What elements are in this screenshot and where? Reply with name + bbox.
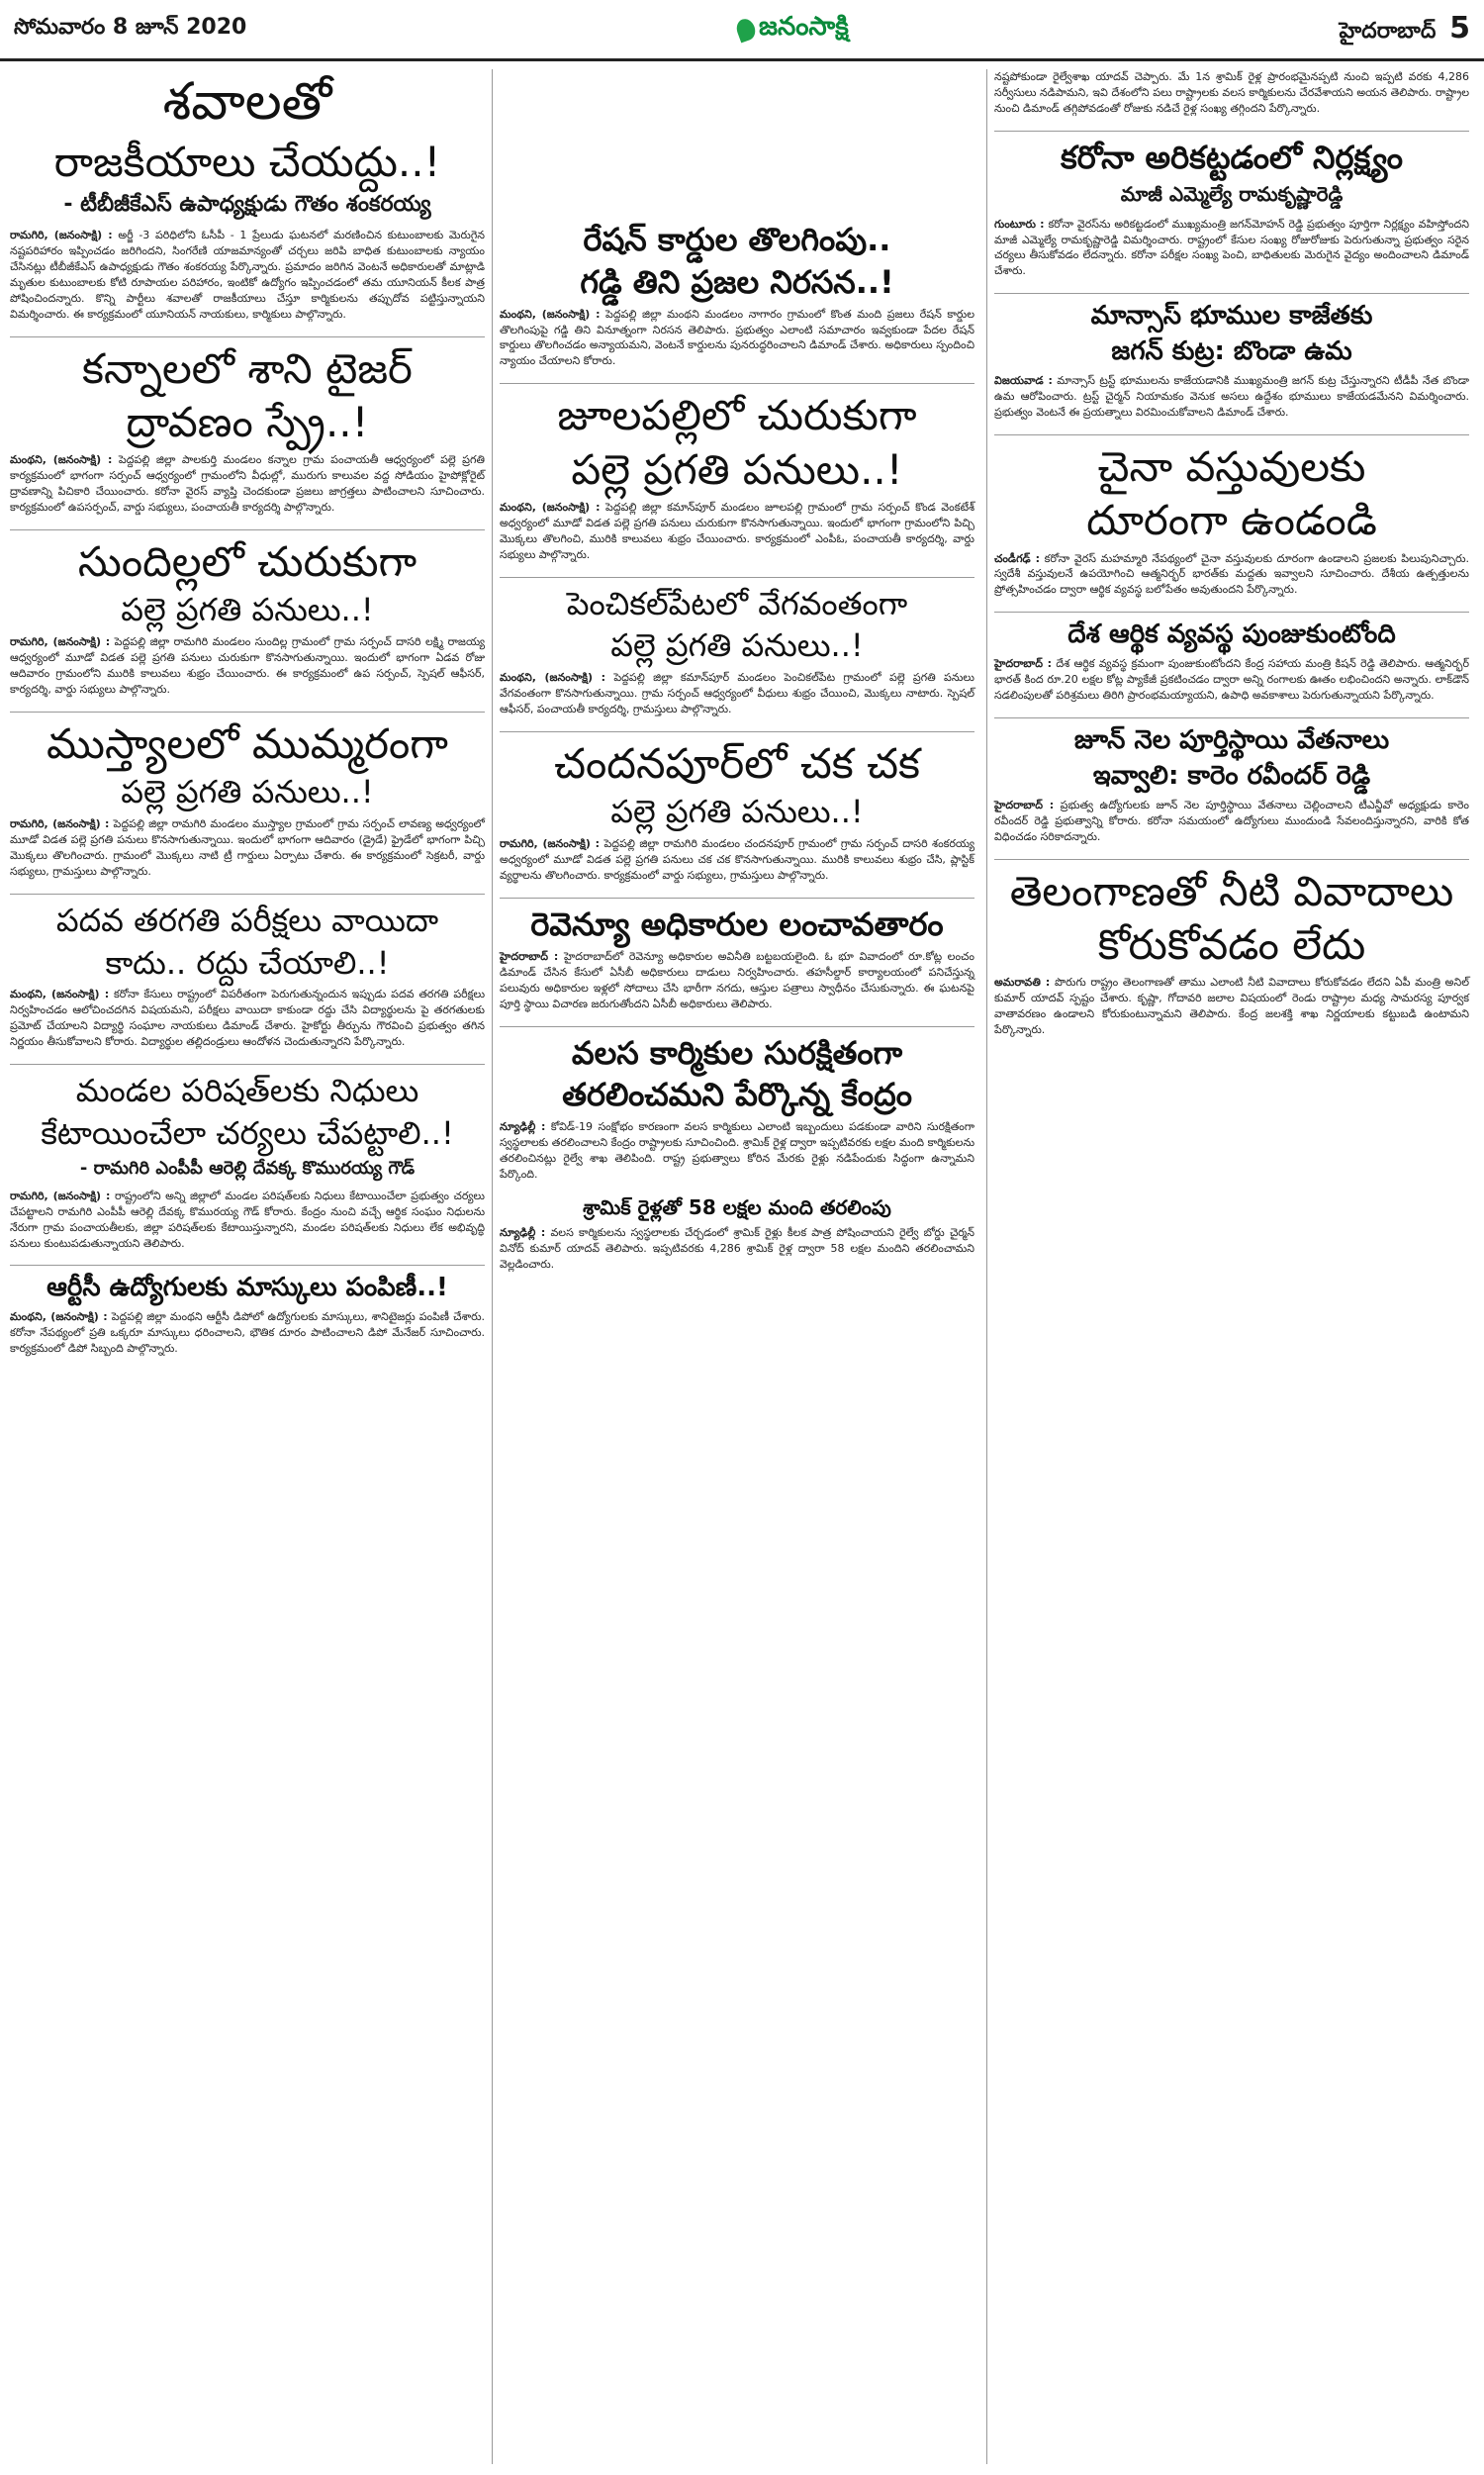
article-subhead: - టీబీజీకేఎస్ ఉపాధ్యక్షుడు గౌతం శంకరయ్య <box>63 192 431 218</box>
article[interactable] <box>500 392 974 562</box>
article-divider <box>994 293 1469 294</box>
edition-info <box>1339 11 1470 48</box>
dateline: మంథని, (జనంసాక్షి) : <box>10 1310 108 1324</box>
dateline: అమరావతి : <box>994 976 1051 990</box>
newspaper-logo[interactable] <box>737 12 849 48</box>
article[interactable] <box>10 538 485 698</box>
article-body <box>10 816 485 880</box>
dateline: హైదరాబాద్ : <box>994 657 1053 671</box>
dateline: హైదరాబాద్ : <box>994 798 1055 811</box>
issue-date: సోమవారం 8 జూన్ 2020 <box>14 14 247 40</box>
article-divider <box>500 898 974 899</box>
dateline: రామగిరి, (జనంసాక్షి) : <box>10 635 111 649</box>
headline-line: గడ్డి తిని ప్రజల నిరసన..! <box>580 262 894 301</box>
headline-line: పదవ తరగతి పరీక్షలు వాయిదా <box>55 901 439 939</box>
article-body <box>994 373 1469 421</box>
article-divider <box>500 577 974 578</box>
article-text: కోవిడ్-19 సంక్షోభం కారణంగా వలస కార్మికులు ఎలాంటి ఇబ్బందులు పడకుండా వారిని సురక్షితంగా స్వస్థలాలకు తరలించాలని కేంద్రం రాష్ట్రాలకు సూచించింది. శ్రామిక్ రైళ్ల ద్వారా ఇప్పటివరకు లక్షల మంది కార్మికులను తరలించినట్లు రైల్వే శాఖ తెలిపింది. రాష్ట్ర ప్రభుత్వాలు కోరిన మేరకు రైళ్లు నడిపేందుకు సిద్ధంగా ఉన్నామని పేర్కొంది. <box>500 1120 974 1181</box>
article-text: కరోనా కేసులు రాష్ట్రంలో విపరీతంగా పెరుగుతున్నందున ఇప్పుడు పదవ తరగతి పరీక్షలు నిర్వహించడం ఆలోచించదగిన విషయమని, పరీక్షలు వాయిదా కాకుండా రద్దు చేసి విద్యార్థులను పై తరగతులకు ప్రమోట్ చేయాలని విద్యార్థి సంఘాల నాయకులు డిమాండ్ చేశారు. హైకోర్టు తీర్పును గౌరవించి ప్రభుత్వం తగిన నిర్ణయం తీసుకోవాలని కోరారు. విద్యార్థుల తల్లిదండ్రులు ఆందోళన చెందుతున్నారని పేర్కొన్నారు. <box>10 988 486 1049</box>
article-subhead: - రామగిరి ఎంపీపీ ఆరెల్లి దేవక్క కొమురయ్య గౌడ్ <box>79 1157 416 1179</box>
headline-line: కేటాయించేలా చర్యలు చేపట్టాలి..! <box>41 1113 454 1152</box>
article[interactable] <box>994 443 1469 598</box>
headline-line: పల్లె ప్రగతి పనులు..! <box>571 444 903 494</box>
article-text: హైదరాబాద్‌లో రెవెన్యూ అధికారుల అవినీతి బట్టబయలైంది. ఓ భూ వివాదంలో రూ.కోట్ల లంచం డిమాండ్ చేసిన కేసులో ఏసీబీ అధికారులు దాడులు నిర్వహించారు. తహసీల్దార్ కార్యాలయంలో పనిచేస్తున్న పలువురు అధికారుల ఇళ్లలో సోదాలు చేసి భారీగా నగదు, ఆస్తుల పత్రాలు స్వాధీనం చేసుకున్నారు. ఈ ఘటనపై పూర్తి స్థాయి విచారణ జరుగుతోందని ఏసీబీ అధికారులు తెలిపారు. <box>500 949 974 1010</box>
article-text: వలస కార్మికులను స్వస్థలాలకు చేర్చడంలో శ్రామిక్ రైళ్లు కీలక పాత్ర పోషించాయని రైల్వే బోర్డు చైర్మన్ వినోద్ కుమార్ యాదవ్ తెలిపారు. ఇప్పటివరకు 4,286 శ్రామిక్ రైళ్ల ద్వారా 58 లక్షల మందిని తరలించామని వెల్లడించారు. <box>500 1225 974 1271</box>
article-body <box>994 975 1469 1038</box>
headline-line: రాజకీయాలు చేయద్దు..! <box>53 137 441 186</box>
dateline: న్యూఢిల్లీ : <box>500 1120 546 1134</box>
article-body <box>500 1119 974 1183</box>
dateline: రామగిరి, (జనంసాక్షి) : <box>500 837 601 851</box>
headline-line: చందనపూర్‌లో చక చక <box>554 739 920 789</box>
headline-line: ముస్త్యాలలో ముమ్మరంగా <box>46 718 448 768</box>
dateline: మంథని, (జనంసాక్షి) : <box>10 988 110 1001</box>
article-text: పొరుగు రాష్ట్రం తెలంగాణతో తాము ఎలాంటి నీటి వివాదాలు కోరుకోవడం లేదని ఏపీ మంత్రి అనిల్ కుమార్ యాదవ్ స్పష్టం చేశారు. కృష్ణా, గోదావరి జలాల విషయంలో రెండు రాష్ట్రాల మధ్య సామరస్య పూర్వక వాతావరణం ఉండాలని కోరుకుంటున్నామని తెలిపారు. కేంద్ర జలశక్తి శాఖ నిర్ణయాలకు కట్టుబడి ఉంటామని పేర్కొన్నారు. <box>994 976 1469 1037</box>
article[interactable] <box>10 345 485 516</box>
article-text: పెద్దపల్లి జిల్లా మంథని మండలం నాగారం గ్రామంలో కొంత మంది ప్రజలు రేషన్ కార్డుల తొలగింపుపై గడ్డి తిని వినూత్నంగా నిరసన తెలిపారు. ప్రభుత్వం ఎలాంటి సమాచారం ఇవ్వకుండా పేదల రేషన్ కార్డులు తొలగించడం అన్యాయమని, వెంటనే కార్డులను పునరుద్ధరించాలని డిమాండ్ చేశారు. అధికారులు స్పందించి న్యాయం చేయాలని కోరారు. <box>500 307 974 368</box>
article-body <box>10 452 485 516</box>
article-body <box>994 656 1469 704</box>
article-body <box>10 634 485 698</box>
article-text: నష్టపోకుండా రైల్వేశాఖ యాదవ్ చెప్పారు. మే 1న శ్రామిక్ రైళ్ల ప్రారంభమైనప్పటి నుంచి ఇప్పటి వరకు 4,286 సర్వీసులు నడిపామని, ఇవి దేశంలోని పలు రాష్ట్రాలకు వలస కార్మికులను చేరవేశాయని అయన తెలిపారు. రాష్ట్రాల నుంచి డిమాండ్ తగ్గిపోవడంతో రోజుకు నడిచే రైళ్ల సంఖ్య తగ్గిందని పేర్కొన్నారు. <box>994 70 1469 115</box>
article[interactable] <box>994 868 1469 1038</box>
column-2 <box>500 69 974 1286</box>
article[interactable] <box>10 1073 485 1251</box>
article[interactable] <box>500 222 974 369</box>
article-divider <box>994 131 1469 132</box>
headline-line: పెంచికల్‌పేటలో వేగవంతంగా <box>566 584 908 622</box>
article[interactable] <box>10 720 485 880</box>
article-divider <box>10 1265 485 1266</box>
dateline: మంథని, (జనంసాక్షి) : <box>500 671 606 685</box>
article[interactable] <box>500 1035 974 1183</box>
dateline: మంథని, (జనంసాక్షి) : <box>500 500 601 514</box>
article-body <box>994 217 1469 280</box>
article-text: పెద్దపల్లి జిల్లా కమాన్‌పూర్ మండలం పెంచికల్‌పేట గ్రామంలో పల్లె ప్రగతి పనులు వేగవంతంగా కొనసాగుతున్నాయి. గ్రామ సర్పంచ్ ఆధ్వర్యంలో వీధులు శుభ్రం చేయించి, మొక్కలు నాటారు. స్పెషల్ ఆఫీసర్, పంచాయతీ కార్యదర్శి, గ్రామస్తులు పాల్గొన్నారు. <box>500 671 974 716</box>
headline-line: కరోనా అరికట్టడంలో నిర్లక్ష్యం <box>1061 138 1403 176</box>
article-text: పెద్దపల్లి జిల్లా పాలకుర్తి మండలం కన్నాల గ్రామ పంచాయతీ ఆధ్వర్యంలో పల్లె ప్రగతి కార్యక్రమంలో భాగంగా సర్పంచ్ ఆధ్వర్యంలో గ్రామంలోని వీధుల్లో, మురుగు కాలువల వద్ద సోడియం హైపోక్లోరైట్ ద్రావణాన్ని పిచికారి చేయించారు. కరోనా వైరస్ వ్యాప్తి చెందకుండా ప్రజలు జాగ్రత్తలు పాటించాలని సూచించారు. కార్యక్రమంలో ఉపసర్పంచ్, వార్డు సభ్యులు, పంచాయతీ కార్యదర్శి పాల్గొన్నారు. <box>10 453 486 515</box>
article-body <box>10 1309 485 1357</box>
article-text: కరోనా వైరస్‌ను అరికట్టడంలో ముఖ్యమంత్రి జగన్‌మోహన్ రెడ్డి ప్రభుత్వం పూర్తిగా నిర్లక్ష్యం వహిస్తోందని మాజీ ఎమ్మెల్యే రామకృష్ణారెడ్డి విమర్శించారు. రాష్ట్రంలో కేసుల సంఖ్య రోజురోజుకు పెరుగుతున్నా ప్రభుత్వం సరైన చర్యలు తీసుకోవడం లేదన్నారు. కరోనా పరీక్షల సంఖ్య పెంచి, బాధితులకు మెరుగైన వైద్యం అందించాలని డిమాండ్ చేశారు. <box>994 217 1470 278</box>
article[interactable] <box>994 140 1469 280</box>
headline-line: రెవెన్యూ అధికారుల లంచావతారం <box>530 905 944 943</box>
article-divider <box>10 1064 485 1065</box>
article-divider <box>10 529 485 530</box>
headline-line: కన్నాలలో శాని టైజర్ <box>82 343 413 393</box>
article[interactable] <box>994 726 1469 845</box>
article-body <box>500 670 974 717</box>
masthead <box>0 0 1484 61</box>
article-divider <box>500 731 974 732</box>
dateline: రామగిరి, (జనంసాక్షి) : <box>10 229 113 242</box>
article-subhead: మాజీ ఎమ్మెల్యే రామకృష్ణారెడ్డి <box>1120 181 1344 206</box>
article[interactable] <box>500 906 974 1012</box>
article[interactable] <box>994 302 1469 421</box>
headline-line: శ్రామిక్ రైళ్లతో 58 లక్షల మంది తరలింపు <box>583 1194 891 1219</box>
article[interactable] <box>10 73 485 323</box>
headline-line: వలస కార్మికుల సురక్షితంగా <box>571 1033 903 1072</box>
top-continuation-space <box>500 69 974 218</box>
dateline: చండీగఢ్ : <box>994 551 1041 565</box>
article-body <box>500 836 974 884</box>
article[interactable] <box>500 1196 974 1273</box>
headline-line: ఇవ్వాలి: కారెం రవీందర్ రెడ్డి <box>1092 760 1371 791</box>
article-divider <box>10 712 485 713</box>
headline-line: దూరంగా ఉండండి <box>1086 496 1377 545</box>
article-divider <box>500 1026 974 1027</box>
article-text: పెద్దపల్లి జిల్లా కమాన్‌పూర్ మండలం జూలపల్లి గ్రామంలో గ్రామ సర్పంచ్ కొండ వెంకటేశ్ అధ్వర్యంలో మూడో విడత పల్లె ప్రగతి పనులు చురుకుగా కొనసాగుతున్నాయి. ఇందులో భాగంగా గ్రామంలోని పిచ్చి మొక్కలు తొలగించి, మురికి కాలువలు శుభ్రం చేయించారు. కార్యక్రమంలో ఎంపీఓ, పంచాయతీ కార్యదర్శి, వార్డు సభ్యులు పాల్గొన్నారు. <box>500 500 974 561</box>
article[interactable] <box>10 903 485 1050</box>
headline-line: రేషన్ కార్డుల తొలగింపు.. <box>583 221 891 258</box>
article[interactable] <box>994 69 1469 117</box>
headline-line: మాన్సాస్ భూముల కాజేతకు <box>1090 301 1373 332</box>
article-divider <box>994 434 1469 435</box>
headline-line: కోరుకోవడం లేదు <box>1097 919 1366 969</box>
dateline: హైదరాబాద్ : <box>500 949 559 963</box>
article-body <box>10 1189 485 1252</box>
article-text: కరోనా వైరస్ మహమ్మారి నేపథ్యంలో చైనా వస్తువులకు దూరంగా ఉండాలని ప్రజలకు పిలుపునిచ్చారు. స్వదేశీ వస్తువులనే ఉపయోగించి ఆత్మనిర్భర్ భారత్‌కు మద్దతు ఇవ్వాలని సూచించారు. దేశీయ ఉత్పత్తులను ప్రోత్సహించడం ద్వారా ఆర్థిక వ్యవస్థ బలోపేతం అవుతుందని పేర్కొన్నారు. <box>994 551 1470 597</box>
column-3 <box>994 69 1469 1052</box>
page-number: 5 <box>1449 10 1470 46</box>
article[interactable] <box>500 740 974 884</box>
headline-line: పల్లె ప్రగతి పనులు..! <box>121 773 374 811</box>
column-1 <box>10 69 485 1371</box>
headline-line: తరలించమని పేర్కొన్న కేంద్రం <box>562 1076 912 1114</box>
article-body <box>994 798 1469 845</box>
headline-line: ద్రావణం స్ప్రే..! <box>126 398 369 447</box>
headline-line: పల్లె ప్రగతి పనులు..! <box>121 591 374 629</box>
article-divider <box>994 717 1469 718</box>
article[interactable] <box>500 586 974 717</box>
dateline: రామగిరి, (జనంసాక్షి) : <box>10 1189 111 1202</box>
headline-line: జూన్ నెల పూర్తిస్థాయి వేతనాలు <box>1073 725 1390 756</box>
headline-line: పల్లె ప్రగతి పనులు..! <box>610 793 864 831</box>
headline-line: సుందిల్లలో చురుకుగా <box>77 537 417 587</box>
article-divider <box>10 894 485 895</box>
article-divider <box>994 612 1469 613</box>
article-body <box>500 1225 974 1273</box>
article-text: రాష్ట్రంలోని అన్ని జిల్లాలో మండల పరిషత్‌లకు నిధులు కేటాయించేలా ప్రభుత్వం చర్యలు చేపట్టాలని రామగిరి ఎంపీపీ ఆరెల్లి దేవక్క కొమురయ్య గౌడ్ కోరారు. కేంద్రం నుంచి వచ్చే ఆర్థిక సంఘం నిధులను నేరుగా గ్రామ పంచాయతీలకు, జిల్లా పరిషత్‌లకు కేటాయిస్తున్నారని, మండల పరిషత్‌లకు నిధులు లేక అభివృద్ధి పనులు కుంటుపడుతున్నాయని తెలిపారు. <box>10 1189 485 1250</box>
article-text: దేశ ఆర్థిక వ్యవస్థ క్రమంగా పుంజుకుంటోందని కేంద్ర సహాయ మంత్రి కిషన్ రెడ్డి తెలిపారు. ఆత్మనిర్భర్ భారత్ కింద రూ.20 లక్షల కోట్ల ప్యాకేజీ ప్రకటించడం ద్వారా అన్ని రంగాలకు ఊతం లభించిందని అన్నారు. లాక్‌డౌన్ సడలింపులతో పరిశ్రమలు తిరిగి ప్రారంభమయ్యాయని, ఉపాధి అవకాశాలు పెరుగుతున్నాయని పేర్కొన్నారు. <box>994 657 1470 703</box>
article-text: అర్జీ -3 పరిధిలోని ఓసీపీ - 1 ప్రేలుడు ఘటనలో మరణించిన కుటుంబాలకు మెరుగైన నష్టపరిహారం ఇప్పించడం జరిగిందని, సింగరేణి యాజమాన్యంతో చర్చలు జరిపి బాధిత కుటుంబాలకు న్యాయం చేసినట్లు టీబీజీకేఎస్ ఉపాధ్యక్షుడు గౌతం శంకరయ్య పేర్కొన్నారు. ప్రమాదం జరిగిన వెంటనే అధికారులతో మాట్లాడి మృతుల కుటుంబాలకు కోటి రూపాయల పరిహారం, ఇంటికో ఉద్యోగం ఇప్పించడంలో తమ యూనియన్ కీలక పాత్ర పోషించిందన్నారు. కొన్ని పార్టీలు శవాలతో రాజకీయాలు చేస్తూ కార్మికులను తప్పుదోవ పట్టిస్తున్నాయని విమర్శించారు. ఈ కార్యక్రమంలో యూనియన్ నాయకులు, కార్మికులు పాల్గొన్నారు. <box>10 229 485 321</box>
article-text: పెద్దపల్లి జిల్లా రామగిరి మండలం చందనపూర్ గ్రామంలో గ్రామ సర్పంచ్ దాసరి శంకరయ్య అధ్వర్యంలో మూడో విడత పల్లె ప్రగతి పనులు చక చక కొనసాగుతున్నాయి. మురికి కాలువలు శుభ్రం చేసి, ప్లాస్టిక్ వ్యర్థాలను తొలగించారు. కార్యక్రమంలో వార్డు సభ్యులు, గ్రామస్తులు పాల్గొన్నారు. <box>500 837 974 883</box>
article[interactable] <box>10 1274 485 1357</box>
dateline: మంథని, (జనంసాక్షి) : <box>10 453 113 467</box>
article-divider <box>994 859 1469 860</box>
dateline: రామగిరి, (జనంసాక్షి) : <box>10 817 110 830</box>
article-divider <box>10 336 485 337</box>
article-body <box>500 500 974 563</box>
logo-text: జనంసాక్షి <box>758 11 849 42</box>
headline-line: తెలంగాణతో నీటి వివాదాలు <box>1009 866 1454 915</box>
dateline: మంథని, (జనంసాక్షి) : <box>500 307 601 321</box>
headline-line: దేశ ఆర్థిక వ్యవస్థ పుంజుకుంటోంది <box>1067 619 1396 650</box>
article-text: పెద్దపల్లి జిల్లా మంథని ఆర్టీసీ డిపోలో ఉద్యోగులకు మాస్కులు, శానిటైజర్లు పంపిణీ చేశారు. కరోనా నేపథ్యంలో ప్రతి ఒక్కరూ మాస్కులు ధరించాలని, భౌతిక దూరం పాటించాలని డిపో మేనేజర్ సూచించారు. కార్యక్రమంలో డిపో సిబ్బంది పాల్గొన్నారు. <box>10 1310 485 1356</box>
headline-line: మండల పరిషత్‌లకు నిధులు <box>75 1072 419 1110</box>
headline-line: కాదు.. రద్దు చేయాలి..! <box>105 943 390 982</box>
article-text: పెద్దపల్లి జిల్లా రామగిరి మండలం ముస్త్యాల గ్రామంలో గ్రామ సర్పంచ్ లావణ్య అధ్వర్యంలో మూడో విడత పల్లె ప్రగతి పనులు కొనసాగుతున్నాయి. ఇందులో భాగంగా ఆదివారం (డ్రైడే) ఫ్రైడేలో భాగంగా పిచ్చి మొక్కలు తొలగించారు. గ్రామంలో మొక్కలు నాటి ట్రీ గార్డులు ఏర్పాటు చేశారు. ఈ కార్యక్రమంలో సెక్రటరీ, వార్డు సభ్యులు, గ్రామస్తులు పాల్గొన్నారు. <box>10 817 485 878</box>
headline-line: పల్లె ప్రగతి పనులు..! <box>610 626 864 665</box>
article-body <box>10 987 485 1050</box>
column-divider <box>986 69 987 2464</box>
article[interactable] <box>994 620 1469 704</box>
edition-city: హైదరాబాద్ <box>1339 18 1437 44</box>
article-body <box>994 69 1469 117</box>
article-body <box>500 949 974 1012</box>
dateline: గుంటూరు : <box>994 217 1045 231</box>
article-body <box>10 228 485 323</box>
article-body <box>500 307 974 370</box>
headline-line: జూలపల్లిలో చురుకుగా <box>557 391 917 440</box>
headline-line: చైనా వస్తువులకు <box>1097 441 1366 491</box>
headline-line: జగన్ కుట్ర: బొండా ఉమ <box>1111 336 1352 367</box>
article-divider <box>500 383 974 384</box>
article-text: ప్రభుత్వ ఉద్యోగులకు జూన్ నెల పూర్తిస్థాయి వేతనాలు చెల్లించాలని టీఎన్జీవో అధ్యక్షుడు కారెం రవీందర్ రెడ్డి ప్రభుత్వాన్ని కోరారు. కరోనా సమయంలో ఉద్యోగులు ముందుండి సేవలందిస్తున్నారని, వారికి కోత విధించడం సరికాదన్నారు. <box>994 798 1469 843</box>
article-text: మాన్సాస్ ట్రస్ట్ భూములను కాజేయడానికి ముఖ్యమంత్రి జగన్ కుట్ర చేస్తున్నారని టీడీపీ నేత బొండా ఉమ ఆరోపించారు. ట్రస్ట్ చైర్మన్ నియామకం వెనుక అసలు ఉద్దేశం భూములు కాజేయడమేనని విమర్శించారు. ప్రభుత్వం వెంటనే ఈ ప్రయత్నాలు విరమించుకోవాలని డిమాండ్ చేశారు. <box>994 374 1469 420</box>
column-divider <box>492 69 493 2464</box>
dateline: న్యూఢిల్లీ : <box>500 1225 546 1239</box>
headline-line: ఆర్టీసీ ఉద్యోగులకు మాస్కులు పంపిణీ..! <box>46 1273 448 1303</box>
article-text: పెద్దపల్లి జిల్లా రామగిరి మండలం సుందిల్ల గ్రామంలో గ్రామ సర్పంచ్ దాసరి లక్ష్మి రాజయ్య ఆధ్వర్యంలో మూడో విడత పల్లె ప్రగతి పనులు చురుకుగా కొనసాగుతున్నాయి. ఇందులో భాగంగా ఏడవ రోజు ఆదివారం గ్రామంలోని మురికి కాలువలు శుభ్రం చేయించారు. ఈ కార్యక్రమంలో ఉప సర్పంచ్, స్పెషల్ ఆఫీసర్, కార్యదర్శి, వార్డు సభ్యులు పాల్గొన్నారు. <box>10 635 486 696</box>
headline-line: శవాలతో <box>162 72 332 132</box>
leaf-icon <box>734 16 758 43</box>
article-body <box>994 551 1469 599</box>
dateline: విజయవాడ : <box>994 374 1053 388</box>
